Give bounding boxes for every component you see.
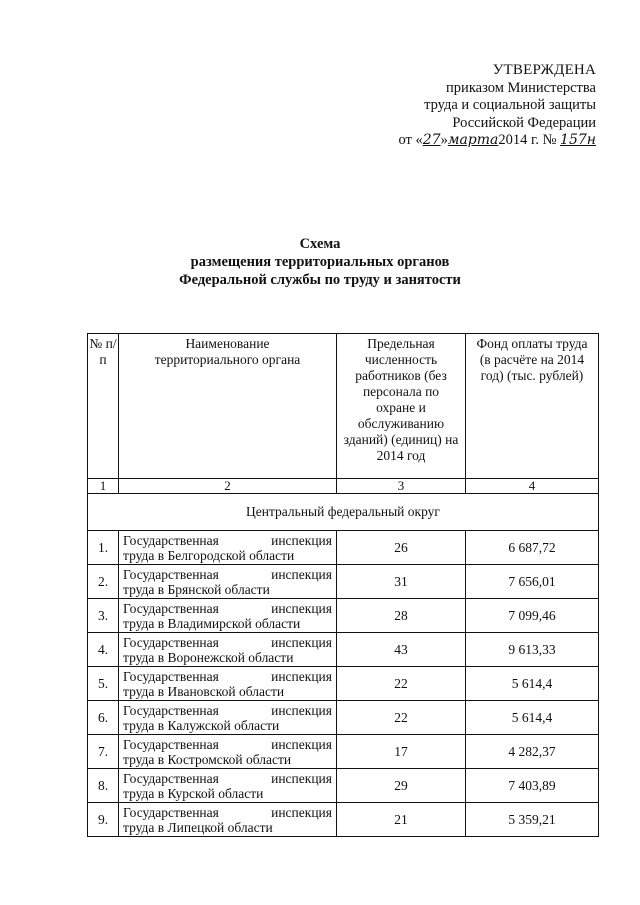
table-row xyxy=(88,531,599,565)
row-number: 4. xyxy=(88,633,119,667)
staff-limit: 26 xyxy=(337,531,466,565)
wage-fund: 5 614,4 xyxy=(466,667,599,701)
table-row xyxy=(88,701,599,735)
organ-name xyxy=(119,633,337,667)
staff-limit: 21 xyxy=(337,803,466,837)
organ-name-part: инспекция xyxy=(271,634,332,650)
organ-name-part: инспекция xyxy=(271,770,332,786)
staff-limit: 17 xyxy=(337,735,466,769)
document-heading xyxy=(0,235,640,289)
table-row xyxy=(88,803,599,837)
district-row xyxy=(88,494,599,531)
organ-name xyxy=(119,769,337,803)
header-staff: Предельная численность работников (без персонала по охране и обслуживанию зданий) (единиц) на 2014 год xyxy=(337,334,466,479)
wage-fund: 4 282,37 xyxy=(466,735,599,769)
header-name: Наименование территориального органа xyxy=(119,334,337,479)
date-month: марта xyxy=(447,132,499,148)
organ-name xyxy=(119,803,337,837)
row-number: 6. xyxy=(88,701,119,735)
wage-fund: 9 613,33 xyxy=(466,633,599,667)
approval-line-2: труда и социальной защиты xyxy=(424,97,596,113)
staff-limit: 29 xyxy=(337,769,466,803)
staff-limit: 31 xyxy=(337,565,466,599)
organ-name-part: инспекция xyxy=(271,702,332,718)
organ-name-part: труда в Белгородской области xyxy=(123,547,295,563)
organ-name-part: труда в Брянской области xyxy=(123,581,270,597)
organ-name-part: Государственная xyxy=(123,566,219,582)
table-header-row xyxy=(88,334,599,479)
district-name: Центральный федеральный округ xyxy=(88,494,599,531)
header-number: № п/п xyxy=(88,334,119,479)
wage-fund: 6 687,72 xyxy=(466,531,599,565)
organ-name-part: Государственная xyxy=(123,702,219,718)
organ-name-part: Государственная xyxy=(123,634,219,650)
row-number: 8. xyxy=(88,769,119,803)
approval-title: УТВЕРЖДЕНА xyxy=(492,62,596,78)
organ-name xyxy=(119,735,337,769)
staff-table xyxy=(87,333,599,837)
staff-limit: 22 xyxy=(337,701,466,735)
row-number: 9. xyxy=(88,803,119,837)
organ-name-part: труда в Владимирской области xyxy=(123,615,301,631)
organ-name-part: труда в Костромской области xyxy=(123,751,292,767)
wage-fund: 7 099,46 xyxy=(466,599,599,633)
organ-name xyxy=(119,565,337,599)
staff-limit: 43 xyxy=(337,633,466,667)
table-row xyxy=(88,667,599,701)
organ-name-part: инспекция xyxy=(271,532,332,548)
table-row xyxy=(88,769,599,803)
organ-name-part: труда в Липецкой области xyxy=(123,819,273,835)
row-number: 1. xyxy=(88,531,119,565)
organ-name-part: Государственная xyxy=(123,532,219,548)
organ-name-part: инспекция xyxy=(271,566,332,582)
organ-name-part: труда в Курской области xyxy=(123,785,264,801)
table-row xyxy=(88,565,599,599)
organ-name-part: инспекция xyxy=(271,668,332,684)
approval-stamp xyxy=(398,62,596,150)
wage-fund: 5 359,21 xyxy=(466,803,599,837)
wage-fund: 7 656,01 xyxy=(466,565,599,599)
organ-name xyxy=(119,667,337,701)
row-number: 5. xyxy=(88,667,119,701)
organ-name-part: труда в Ивановской области xyxy=(123,683,285,699)
organ-name-part: Государственная xyxy=(123,736,219,752)
heading-line-3: Федеральной службы по труду и занятости xyxy=(179,272,461,288)
row-number: 2. xyxy=(88,565,119,599)
date-year: 2014 г. № xyxy=(498,132,557,148)
column-number: 3 xyxy=(337,479,466,494)
approval-date-line xyxy=(398,132,596,150)
organ-name-part: Государственная xyxy=(123,804,219,820)
table-row xyxy=(88,599,599,633)
organ-name-part: Государственная xyxy=(123,668,219,684)
wage-fund: 7 403,89 xyxy=(466,769,599,803)
organ-name-part: инспекция xyxy=(271,600,332,616)
heading-line-2: размещения территориальных органов xyxy=(190,254,450,270)
column-number: 4 xyxy=(466,479,599,494)
organ-name xyxy=(119,531,337,565)
staff-limit: 22 xyxy=(337,667,466,701)
organ-name-part: инспекция xyxy=(271,804,332,820)
date-mid: » xyxy=(440,132,448,148)
row-number: 7. xyxy=(88,735,119,769)
organ-name-part: Государственная xyxy=(123,600,219,616)
organ-name-part: труда в Калужской области xyxy=(123,717,280,733)
row-number: 3. xyxy=(88,599,119,633)
date-day: 27 xyxy=(422,132,441,148)
organ-name xyxy=(119,599,337,633)
organ-name xyxy=(119,701,337,735)
organ-name-part: инспекция xyxy=(271,736,332,752)
heading-line-1: Схема xyxy=(299,236,341,252)
approval-line-3: Российской Федерации xyxy=(452,114,596,131)
column-number-row xyxy=(88,479,599,494)
organ-name-part: Государственная xyxy=(123,770,219,786)
order-number: 157н xyxy=(560,132,596,148)
date-prefix: от « xyxy=(398,132,423,148)
staff-limit: 28 xyxy=(337,599,466,633)
column-number: 1 xyxy=(88,479,119,494)
wage-fund: 5 614,4 xyxy=(466,701,599,735)
table-row xyxy=(88,633,599,667)
approval-line-1: приказом Министерства xyxy=(446,79,596,96)
table-row xyxy=(88,735,599,769)
column-number: 2 xyxy=(119,479,337,494)
header-fund: Фонд оплаты труда (в расчёте на 2014 год) (тыс. рублей) xyxy=(466,334,599,479)
organ-name-part: труда в Воронежской области xyxy=(123,649,294,665)
